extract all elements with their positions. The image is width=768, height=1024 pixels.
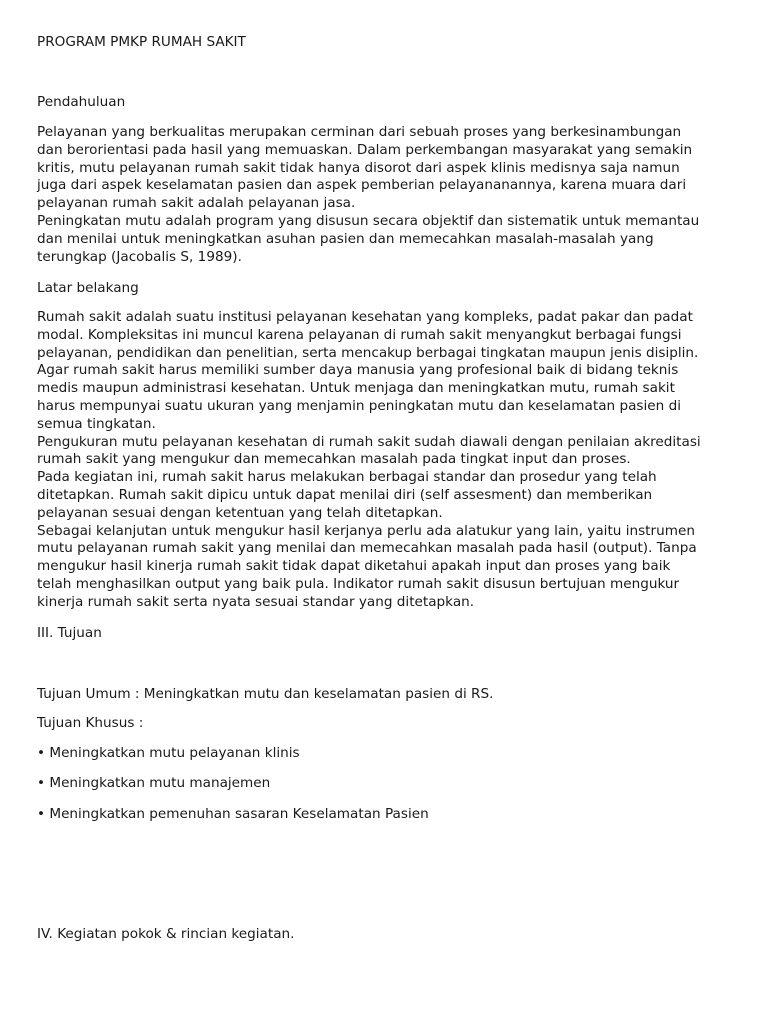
heading-tujuan: III. Tujuan (37, 625, 102, 641)
list-item: • Meningkatkan pemenuhan sasaran Keselamatan Pasien (37, 806, 429, 822)
tujuan-khusus-heading: Tujuan Khusus : (37, 715, 144, 731)
tujuan-umum: Tujuan Umum : Meningkatkan mutu dan keselamatan pasien di RS. (37, 686, 494, 702)
list-item: • Meningkatkan mutu manajemen (37, 775, 271, 791)
document-title: PROGRAM PMKP RUMAH SAKIT (37, 34, 246, 50)
heading-kegiatan: IV. Kegiatan pokok & rincian kegiatan. (37, 926, 295, 942)
heading-latar-belakang: Latar belakang (37, 280, 139, 296)
paragraph-pendahuluan: Pelayanan yang berkualitas merupakan cerminan dari sebuah proses yang berkesinambungan dan berorientasi pada hasil yang memuaskan. Dalam perkembangan masyarakat yang semakin kritis, mutu pelayanan rumah sakit tidak hanya disorot dari aspek klinis medisnya saja namun juga dari aspek keselamatan pasien dan aspek pemberian pelayananannya, karena muara dari pelayanan rumah sakit adalah pelayanan jasa. Peningkatan mutu adalah program yang disusun secara objektif dan sistematik untuk memantau dan menilai untuk meningkatkan asuhan pasien dan memecahkan masalah-masalah yang terungkap (Jacobalis S, 1989). (37, 124, 700, 265)
heading-pendahuluan: Pendahuluan (37, 94, 126, 110)
list-item: • Meningkatkan mutu pelayanan klinis (37, 745, 300, 761)
paragraph-latar-belakang: Rumah sakit adalah suatu institusi pelayanan kesehatan yang kompleks, padat pakar dan padat modal. Kompleksitas ini muncul karena pelayanan di rumah sakit menyangkut berbagai fungsi pelayanan, pendidikan dan penelitian, serta mencakup berbagai tingkatan maupun jenis disiplin. Agar rumah sakit harus memiliki sumber daya manusia yang profesional baik di bidang teknis medis maupun administrasi kesehatan. Untuk menjaga dan meningkatkan mutu, rumah sakit harus mempunyai suatu ukuran yang menjamin peningkatan mutu dan keselamatan pasien di semua tingkatan. Pengukuran mutu pelayanan kesehatan di rumah sakit sudah diawali dengan penilaian akreditasi rumah sakit yang mengukur dan memecahkan masalah pada tingkat input dan proses. Pada kegiatan ini, rumah sakit harus melakukan berbagai standar dan prosedur yang telah ditetapkan. Rumah sakit dipicu untuk dapat menilai diri (self assesment) dan memberikan pelayanan sesuai dengan ketentuan yang telah ditetapkan. Sebagai kelanjutan untuk mengukur hasil kerjanya perlu ada alatukur yang lain, yaitu instrumen mutu pelayanan rumah sakit yang menilai dan memecahkan masalah pada hasil (output). Tanpa mengukur hasil kinerja rumah sakit tidak dapat diketahui apakah input dan proses yang baik telah menghasilkan output yang baik pula. Indikator rumah sakit disusun bertujuan mengukur kinerja rumah sakit serta nyata sesuai standar yang ditetapkan. (37, 309, 701, 610)
